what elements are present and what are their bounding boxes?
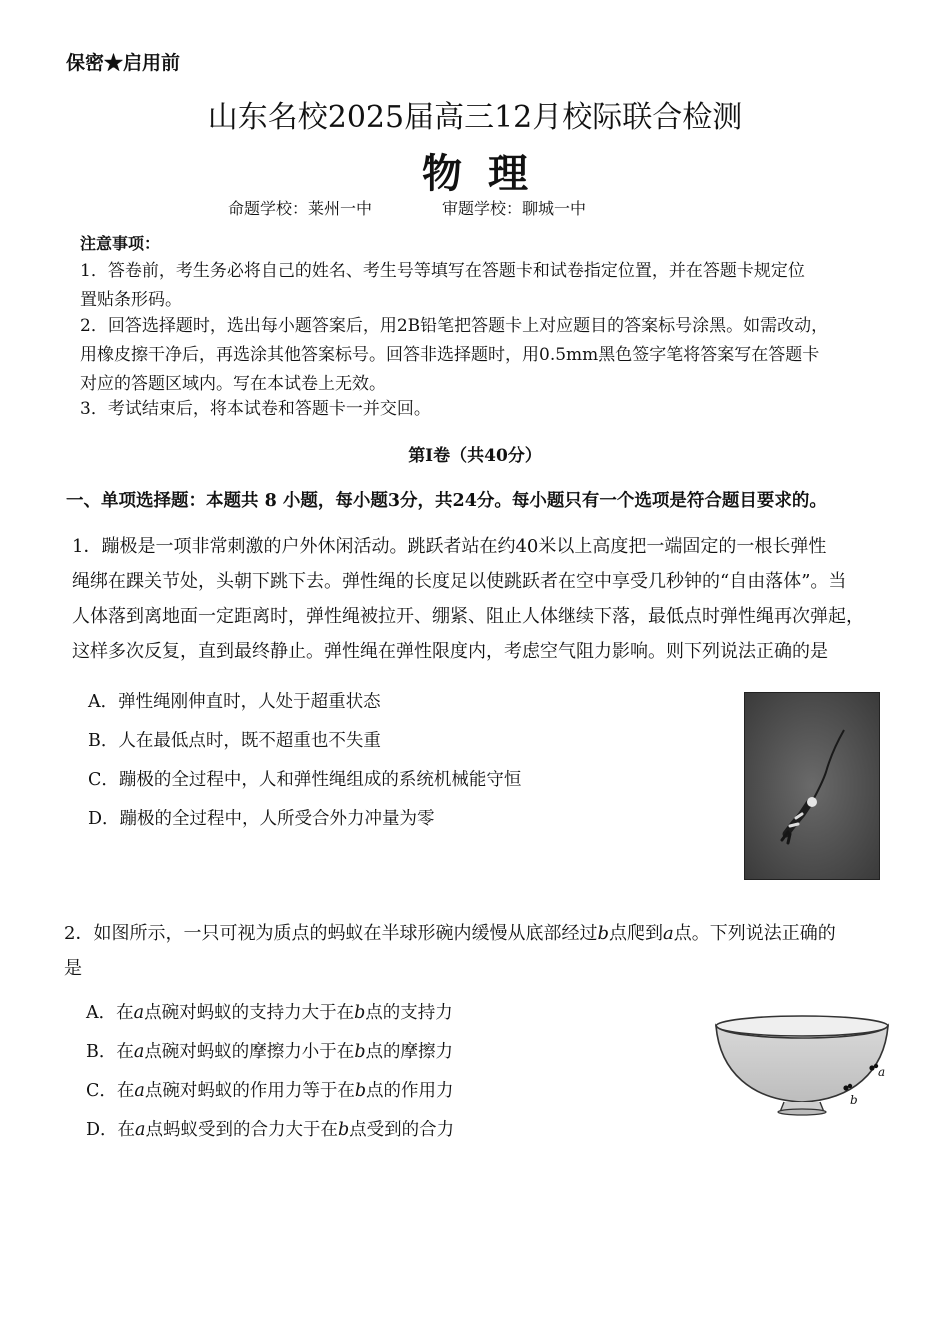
question-1-stem: [72, 529, 864, 669]
question-1-option-a: A．弹性绳刚伸直时，人处于超重状态: [88, 692, 381, 712]
notes-heading: 注意事项：: [80, 234, 161, 253]
question-1-line-3: 人体落到离地面一定距离时，弹性绳被拉开、绷紧、阻止人体继续下落，最低点时弹性绳再次弹起，: [72, 606, 864, 627]
question-2-option-d: D．在a点蚂蚁受到的合力大于在b点受到的合力: [86, 1120, 455, 1140]
exam-title: 山东名校2025届高三12月校际联合检测: [207, 100, 743, 135]
label-a: a: [878, 1065, 886, 1079]
question-2-line-1: 2．如图所示，一只可视为质点的蚂蚁在半球形碗内缓慢从底部经过b点爬到a点。下列说法正确的: [64, 923, 836, 944]
confidential-mark: 保密★启用前: [66, 52, 181, 74]
notes-item-2-line-1: 2．回答选择题时，选出每小题答案后，用2B铅笔把答题卡上对应题目的答案标号涂黑。如需改动，: [80, 316, 829, 336]
question-1-option-d: D．蹦极的全过程中，人所受合外力冲量为零: [88, 809, 435, 829]
question-1-line-4: 这样多次反复，直到最终静止。弹性绳在弹性限度内，考虑空气阻力影响。则下列说法正确的是: [72, 641, 828, 662]
notes-item-1: [80, 257, 805, 315]
subject-title: 物理: [422, 150, 554, 197]
question-1-option-b: B．人在最低点时，既不超重也不失重: [88, 731, 381, 751]
setter-school: 命题学校：莱州一中: [228, 199, 373, 218]
notes-item-2-line-2: 用橡皮擦干净后，再选涂其他答案标号。回答非选择题时，用0.5mm黑色签字笔将答案写在答题卡: [80, 345, 820, 365]
question-2-option-a: A．在a点碗对蚂蚁的支持力大于在b点的支持力: [86, 1003, 453, 1023]
question-1-line-1: 1．蹦极是一项非常刺激的户外休闲活动。跳跃者站在约40米以上高度把一端固定的一根长弹性: [72, 536, 827, 557]
bowl-diagram: [712, 1012, 892, 1122]
question-1-line-2: 绳绑在踝关节处，头朝下跳下去。弹性绳的长度足以使跳跃者在空中享受几秒钟的“自由落体”。当: [72, 571, 847, 592]
notes-item-3: 3．考试结束后，将本试卷和答题卡一并交回。: [80, 399, 431, 419]
question-2-option-c: C．在a点碗对蚂蚁的作用力等于在b点的作用力: [86, 1081, 454, 1101]
question-2-stem: [64, 916, 836, 986]
reviewer-school: 审题学校：聊城一中: [442, 199, 587, 218]
notes-item-1-line-2: 置贴条形码。: [80, 290, 182, 310]
notes-item-1-line-1: 1．答卷前，考生务必将自己的姓名、考生号等填写在答题卡和试卷指定位置，并在答题卡规定位: [80, 261, 805, 281]
question-2-option-b: B．在a点碗对蚂蚁的摩擦力小于在b点的摩擦力: [86, 1042, 454, 1062]
label-b: b: [850, 1093, 858, 1107]
question-2-line-2: 是: [64, 958, 82, 979]
part-title: 一、单项选择题：本题共 8 小题，每小题3分，共24分。每小题只有一个选项是符合题目要求的。: [66, 491, 827, 511]
school-info: [228, 196, 586, 219]
notes-item-2: [80, 312, 828, 399]
notes-item-2-line-3: 对应的答题区域内。写在本试卷上无效。: [80, 374, 386, 394]
section-title: 第Ⅰ卷（共40分）: [408, 446, 542, 466]
bungee-jumper-photo: [744, 692, 880, 880]
question-1-option-c: C．蹦极的全过程中，人和弹性绳组成的系统机械能守恒: [88, 770, 522, 790]
